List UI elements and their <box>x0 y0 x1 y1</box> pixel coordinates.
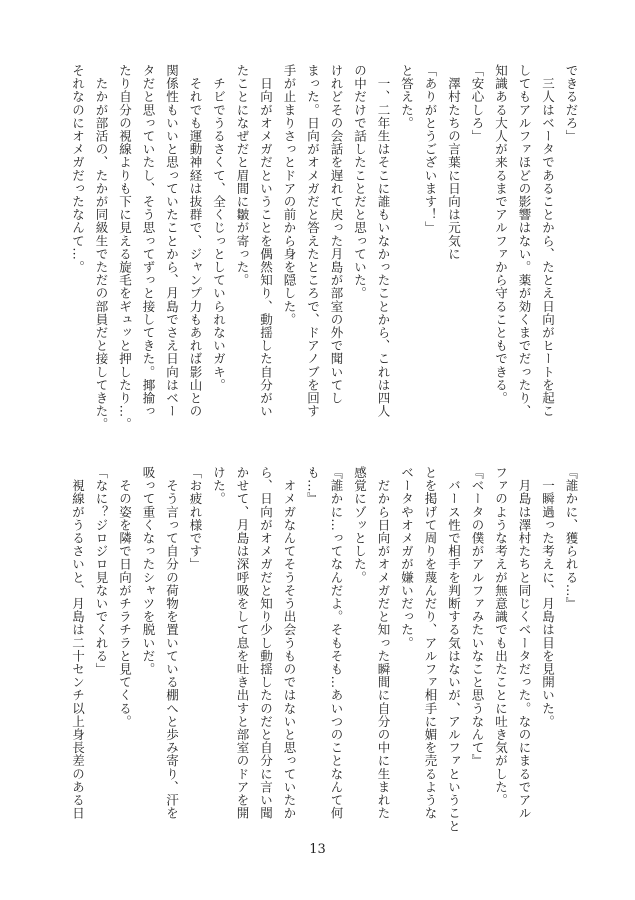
text-column: けた。 <box>211 466 227 506</box>
text-column: してもアルファほどの影響はない。薬が効くまでだったり、 <box>517 64 532 418</box>
text-column: と答えた。 <box>399 64 415 130</box>
text-column: 『ベータの僕がアルファみたいなこと思うなんて』 <box>470 466 485 768</box>
lower-text-block <box>66 466 583 836</box>
text-column: 一、二年生はそこに誰もいなかったことから、これは四人 <box>376 64 391 418</box>
text-column: も…』 <box>305 466 321 506</box>
text-column: 「ありがとうございます！」 <box>423 64 438 235</box>
text-column: 『誰かに…ってなんだよ。そもそも…あいつのことなんて何 <box>329 466 344 820</box>
text-column: チビでうるさくて、全くじっとしていられないガキ。 <box>211 64 227 392</box>
text-column: それでも運動神経は抜群で、ジャンプ力もあれば影山との <box>188 64 203 418</box>
text-column: 『誰かに、獲られる…』 <box>564 466 579 611</box>
text-column: 視線がうるさいと、月島は二十センチ以上身長差のある日 <box>70 466 86 820</box>
text-column: たことになぜだと眉間に皺が寄った。 <box>235 64 250 287</box>
text-column: 感覚にゾッとした。 <box>352 466 368 584</box>
text-column: 手が止まりさっとドアの前から身を隠した。 <box>282 64 297 326</box>
text-column: の中だけで話したことだと思っていた。 <box>352 64 368 300</box>
text-column: それなのにオメガだったなんて…。 <box>70 64 86 274</box>
text-column: けれどその会話を遅れて戻った月島が部室の外で聞いてし <box>329 64 344 405</box>
text-column: ファのような考えが無意識でも出たことに吐き気がした。 <box>493 466 509 807</box>
text-column: ら、日向がオメガだと知り少し動揺したのだと自分に言い聞 <box>258 466 274 820</box>
text-column: バース性で相手を判断する気はないが、アルファということ <box>446 466 462 833</box>
text-column: だから日向がオメガだと知った瞬間に自分の中に生まれた <box>376 466 391 820</box>
page-number: 13 <box>309 842 326 857</box>
text-column: 「お疲れ様です」 <box>188 466 203 571</box>
text-column: とを掲げて周りを蔑んだり、アルファ相手に媚を売るような <box>423 466 438 820</box>
text-column: 知識ある大人が来るまでアルファから守ることもできる。 <box>493 64 509 405</box>
text-column: 「安心しろ」 <box>470 64 485 143</box>
text-column: 三人はベータであることから、たとえ日向がヒートを起こ <box>540 64 556 418</box>
text-column: 日向がオメガだということを偶然知り、動揺した自分がい <box>258 64 274 418</box>
text-column: 「なに？ジロジロ見ないでくれる」 <box>94 466 109 676</box>
text-column: かせて、月島は深呼吸をして息を吐き出すと部室のドアを開 <box>235 466 250 820</box>
text-column: ベータやオメガが嫌いだった。 <box>399 466 415 650</box>
text-column: タだと思っていたし、そう思ってずっと接してきた。揶揄っ <box>141 64 156 418</box>
text-column: 関係性もいいと思っていたことから、月島でさえ日向はベー <box>164 64 180 418</box>
text-column: 吸って重くなったシャツを脱いだ。 <box>141 466 156 676</box>
text-column: まった。日向がオメガだと答えたところで、ドアノブを回す <box>305 64 321 418</box>
text-column: そう言って自分の荷物を置いている棚へと歩み寄り、汗を <box>164 466 180 820</box>
text-column: 月島は澤村たちと同じくベータだった。なのにまるでアル <box>517 466 532 820</box>
text-column: その姿を隣で日向がチラチラと見てくる。 <box>117 466 133 728</box>
text-column: たり自分の視線よりも下に見える旋毛をギュッと押したり…。 <box>117 64 133 431</box>
text-column: できるだろ」 <box>564 64 579 143</box>
text-column: オメガなんてそうそう出会うものではないと思っていたか <box>282 466 297 820</box>
upper-text-block <box>66 64 583 434</box>
text-column: 一瞬過った考えに、月島は目を見開いた。 <box>540 466 556 728</box>
text-column: たかが部活の、たかが同級生でただの部員だと接してきた。 <box>94 64 109 431</box>
text-column: 澤村たちの言葉に日向は元気に <box>446 64 462 261</box>
